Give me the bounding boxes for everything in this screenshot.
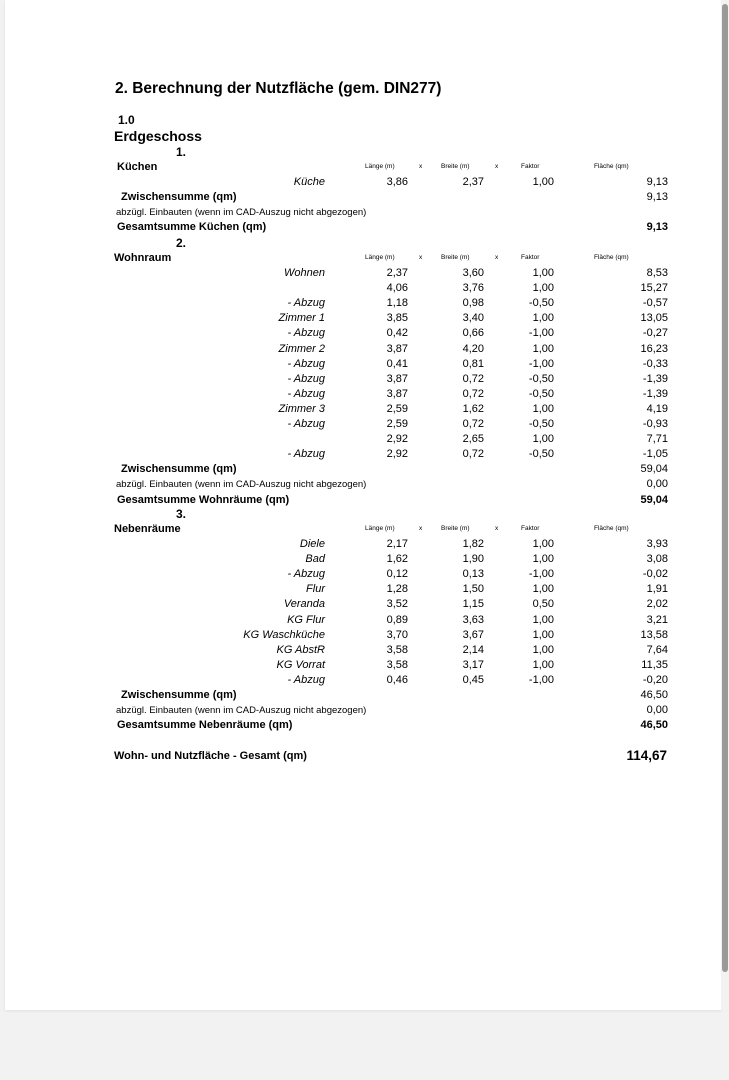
cell-laenge: 0,41 (386, 357, 408, 370)
cell-faktor: -0,50 (528, 387, 554, 400)
scrollbar-thumb[interactable] (722, 4, 728, 972)
cell-breite: 1,90 (462, 553, 484, 566)
cell-faktor: 1,00 (532, 613, 554, 626)
cell-laenge: 3,70 (386, 628, 408, 641)
cell-faktor: 1,00 (532, 312, 554, 325)
total-label: Gesamtsumme Wohnräume (qm) (117, 493, 290, 506)
cell-flaeche: -1,39 (642, 372, 668, 385)
cell-flaeche: 11,35 (641, 658, 668, 671)
cell-breite: 1,50 (462, 583, 484, 596)
cell-faktor: 1,00 (532, 643, 554, 656)
column-header-breite: Breite (m) (441, 525, 470, 532)
row-label: - Abzug (287, 357, 325, 370)
column-header-laenge: Länge (m) (365, 163, 395, 170)
cell-faktor: -0,50 (528, 372, 554, 385)
row-label: KG Waschküche (243, 628, 325, 641)
cell-faktor: 1,00 (532, 628, 554, 641)
cell-breite: 3,67 (462, 628, 484, 641)
cell-laenge: 3,58 (386, 658, 408, 671)
cell-faktor: -1,00 (528, 357, 554, 370)
column-header-laenge: Länge (m) (365, 254, 395, 261)
cell-laenge: 3,58 (386, 643, 408, 656)
row-label: Wohnen (284, 267, 325, 279)
cell-flaeche: 8,53 (646, 267, 668, 279)
cell-flaeche: 13,05 (640, 312, 668, 325)
cell-breite: 3,63 (462, 613, 484, 626)
cell-breite: 0,81 (462, 357, 484, 370)
row-label: - Abzug (287, 673, 325, 686)
section-number: 1. (176, 145, 187, 159)
row-label: - Abzug (287, 372, 325, 385)
cell-breite: 3,60 (462, 267, 484, 279)
column-header-x: x (495, 254, 499, 261)
cell-laenge: 4,06 (386, 282, 408, 295)
cell-laenge: 3,86 (386, 176, 408, 188)
row-label: KG Flur (287, 613, 325, 626)
column-header-x: x (419, 254, 423, 261)
subtotal-label: Zwischensumme (qm) (121, 191, 237, 204)
row-label: - Abzug (287, 297, 325, 310)
cell-flaeche: 3,21 (646, 613, 668, 626)
row-label: Bad (305, 553, 325, 566)
cell-flaeche: 9,13 (646, 176, 668, 188)
cell-breite: 1,62 (462, 402, 484, 415)
cell-faktor: -0,50 (528, 297, 554, 310)
total-value: 59,04 (640, 493, 668, 506)
cell-flaeche: 13,58 (640, 628, 668, 641)
row-label: Zimmer 3 (278, 402, 325, 415)
cell-faktor: 1,00 (532, 342, 554, 355)
cell-laenge: 2,37 (386, 267, 408, 279)
cell-breite: 2,65 (462, 433, 484, 446)
cell-flaeche: -0,93 (642, 418, 668, 430)
cell-breite: 0,72 (462, 448, 484, 461)
cell-laenge: 1,18 (386, 297, 408, 310)
cell-flaeche: 15,27 (640, 282, 668, 295)
deduction-value: 0,00 (646, 704, 668, 717)
cell-breite: 4,20 (462, 342, 484, 355)
column-header-flaeche: Fläche (qm) (594, 254, 629, 261)
row-label: KG AbstR (276, 643, 325, 656)
cell-faktor: -0,50 (528, 448, 554, 461)
row-label: Küche (293, 176, 325, 188)
total-value: 46,50 (640, 719, 668, 732)
cell-flaeche: -0,33 (642, 357, 668, 370)
cell-flaeche: 3,93 (646, 538, 668, 550)
cell-flaeche: 16,23 (640, 342, 668, 355)
column-header-flaeche: Fläche (qm) (594, 163, 629, 170)
cell-laenge: 2,59 (386, 402, 408, 415)
floor-number: 1.0 (118, 113, 135, 127)
cell-flaeche: 1,91 (646, 583, 668, 596)
row-label: Flur (306, 583, 325, 596)
cell-breite: 0,72 (462, 387, 484, 400)
cell-flaeche: -0,02 (642, 568, 668, 581)
section-name: Nebenräume (114, 523, 181, 535)
cell-breite: 1,82 (462, 538, 484, 550)
deduction-value: 0,00 (646, 478, 668, 491)
document-page (5, 0, 722, 1010)
cell-breite: 0,98 (462, 297, 484, 310)
row-label: Zimmer 1 (278, 312, 325, 325)
cell-faktor: 1,00 (532, 282, 554, 295)
cell-laenge: 0,12 (386, 568, 408, 581)
column-header-laenge: Länge (m) (365, 525, 395, 532)
row-label: - Abzug (287, 568, 325, 581)
cell-faktor: 0,50 (532, 598, 554, 611)
section-number: 2. (176, 236, 187, 250)
deduction-label: abzügl. Einbauten (wenn im CAD-Auszug nicht abgezogen) (116, 207, 367, 219)
cell-faktor: 1,00 (532, 553, 554, 566)
cell-faktor: 1,00 (532, 267, 554, 279)
section-name: Wohnraum (114, 252, 172, 264)
row-label: Zimmer 2 (278, 342, 325, 355)
cell-laenge: 0,89 (386, 613, 408, 626)
row-label: Diele (299, 538, 325, 550)
section-name: Küchen (117, 161, 158, 173)
cell-faktor: -1,00 (528, 673, 554, 686)
cell-faktor: 1,00 (532, 433, 554, 446)
cell-faktor: 1,00 (532, 583, 554, 596)
cell-faktor: -1,00 (528, 327, 554, 340)
grand-total-label: Wohn- und Nutzfläche - Gesamt (qm) (114, 750, 307, 762)
total-label: Gesamtsumme Nebenräume (qm) (117, 719, 293, 732)
grand-total-value: 114,67 (626, 748, 667, 763)
subtotal-value: 59,04 (640, 463, 668, 476)
cell-flaeche: 7,71 (646, 433, 668, 446)
cell-faktor: 1,00 (532, 176, 554, 188)
cell-breite: 1,15 (462, 598, 484, 611)
cell-laenge: 1,62 (386, 553, 408, 566)
cell-flaeche: -0,27 (642, 327, 668, 340)
subtotal-label: Zwischensumme (qm) (121, 689, 237, 701)
cell-flaeche: -0,57 (642, 297, 668, 310)
column-header-flaeche: Fläche (qm) (594, 525, 629, 532)
row-label: - Abzug (287, 387, 325, 400)
cell-laenge: 2,17 (386, 538, 408, 550)
column-header-breite: Breite (m) (441, 163, 470, 170)
cell-laenge: 0,42 (386, 327, 408, 340)
cell-laenge: 2,92 (386, 433, 408, 446)
cell-breite: 3,76 (462, 282, 484, 295)
cell-laenge: 3,85 (386, 312, 408, 325)
section-number: 3. (176, 507, 187, 521)
column-header-faktor: Faktor (521, 254, 540, 261)
cell-breite: 0,45 (462, 673, 484, 686)
scrollbar[interactable] (721, 0, 729, 1010)
cell-flaeche: -0,20 (642, 673, 668, 686)
cell-laenge: 0,46 (386, 673, 408, 686)
column-header-x: x (419, 163, 423, 170)
row-label: KG Vorrat (276, 658, 325, 671)
total-label: Gesamtsumme Küchen (qm) (117, 221, 267, 234)
cell-breite: 0,66 (462, 327, 484, 340)
cell-breite: 0,72 (462, 372, 484, 385)
cell-laenge: 1,28 (386, 583, 408, 596)
cell-breite: 0,13 (462, 568, 484, 581)
cell-breite: 3,17 (462, 658, 484, 671)
cell-laenge: 3,87 (386, 387, 408, 400)
cell-flaeche: 3,08 (646, 553, 668, 566)
subtotal-value: 9,13 (646, 191, 668, 204)
total-value: 9,13 (646, 221, 668, 234)
row-label: Veranda (283, 598, 325, 611)
cell-flaeche: -1,05 (642, 448, 668, 461)
cell-breite: 0,72 (462, 418, 484, 430)
cell-faktor: 1,00 (532, 658, 554, 671)
row-label: - Abzug (287, 448, 325, 461)
column-header-x: x (419, 525, 423, 532)
cell-breite: 2,37 (462, 176, 484, 188)
column-header-x: x (495, 163, 499, 170)
column-header-breite: Breite (m) (441, 254, 470, 261)
cell-breite: 3,40 (462, 312, 484, 325)
column-header-faktor: Faktor (521, 163, 540, 170)
cell-laenge: 3,87 (386, 342, 408, 355)
cell-flaeche: 7,64 (646, 643, 668, 656)
cell-laenge: 3,52 (386, 598, 408, 611)
column-header-x: x (495, 525, 499, 532)
cell-flaeche: 4,19 (646, 402, 668, 415)
cell-laenge: 2,92 (386, 448, 408, 461)
deduction-label: abzügl. Einbauten (wenn im CAD-Auszug nicht abgezogen) (116, 479, 367, 491)
cell-laenge: 3,87 (386, 372, 408, 385)
cell-faktor: 1,00 (532, 538, 554, 550)
column-header-faktor: Faktor (521, 525, 540, 532)
cell-faktor: -1,00 (528, 568, 554, 581)
deduction-label: abzügl. Einbauten (wenn im CAD-Auszug nicht abgezogen) (116, 705, 367, 717)
cell-laenge: 2,59 (386, 418, 408, 430)
cell-flaeche: 2,02 (646, 598, 668, 611)
row-label: - Abzug (287, 327, 325, 340)
cell-flaeche: -1,39 (642, 387, 668, 400)
subtotal-label: Zwischensumme (qm) (121, 463, 237, 476)
subtotal-value: 46,50 (640, 689, 668, 701)
row-label: - Abzug (287, 418, 325, 430)
floor-name: Erdgeschoss (114, 128, 202, 144)
page-title: 2. Berechnung der Nutzfläche (gem. DIN277) (115, 80, 442, 97)
cell-faktor: 1,00 (532, 402, 554, 415)
cell-breite: 2,14 (462, 643, 484, 656)
cell-faktor: -0,50 (528, 418, 554, 430)
